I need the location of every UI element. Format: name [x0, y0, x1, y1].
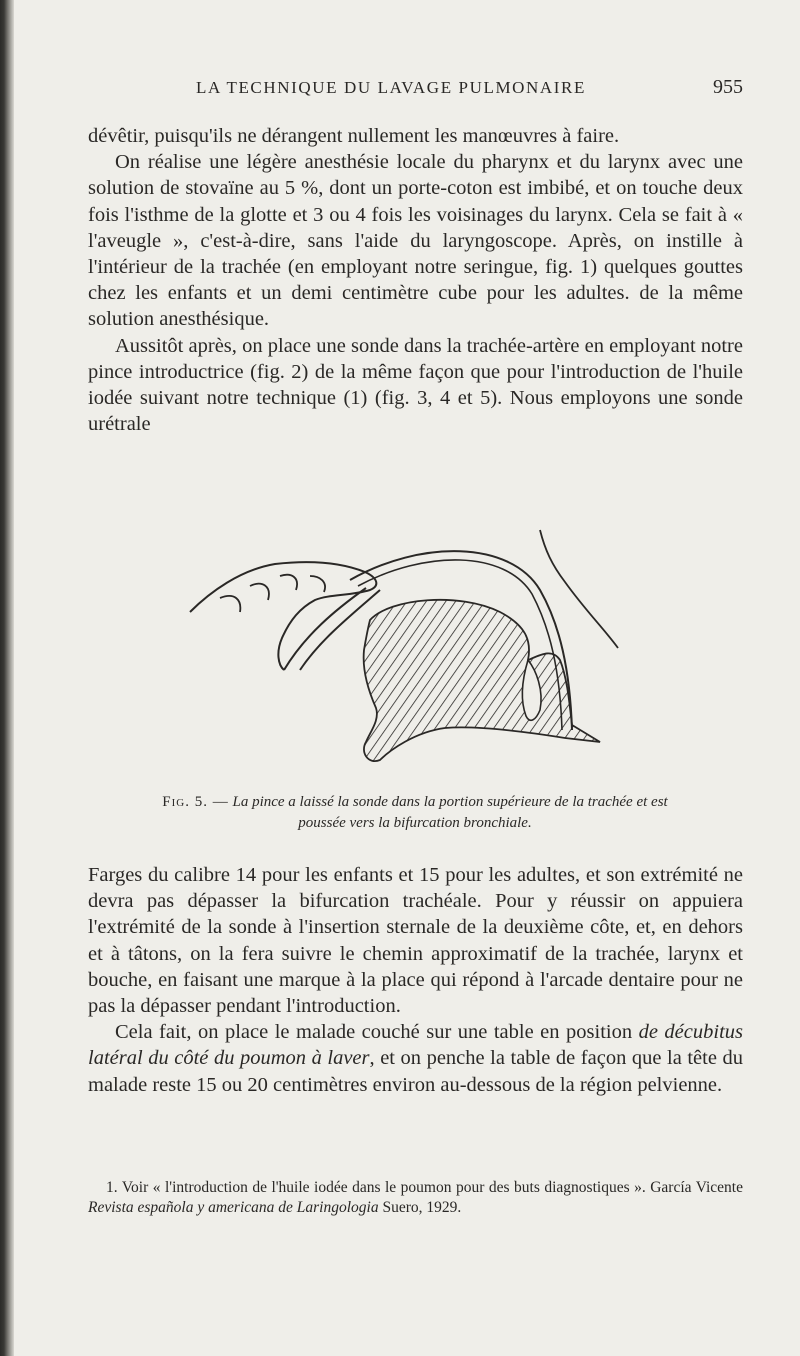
patient-position-italic: de décubitus latéral du côté du poumon à laver [88, 1021, 744, 1070]
figure-caption [155, 792, 675, 834]
running-title: LA TECHNIQUE DU LAVAGE PULMONAIRE [196, 78, 586, 97]
paragraph-patient-position [88, 1019, 743, 1098]
figure-5-illustration [180, 520, 620, 780]
caption-text: La pince a laissé la sonde dans la portion supérieure de la trachée et est poussée vers la bifurcation bronchiale. [232, 794, 668, 831]
caption-label: Fig. 5. — [162, 794, 229, 810]
footnote [88, 1178, 743, 1218]
patient-position-end: , et on penche la table de façon que la tête du malade reste 15 ou 20 centimètres environ au-dessous de la région pelvienne. [88, 1047, 743, 1096]
hand-outline [190, 562, 376, 670]
body-text-top [88, 123, 743, 437]
paragraph-anesthesia: On réalise une légère anesthésie locale du pharynx et du larynx avec une solution de stovaïne au 5 %, dont un porte-coton est imbibé, et on touche deux fois l'isthme de la glotte et 3 ou 4 fois les voisinages du larynx. Cela se fait à « l'aveugle », c'est-à-dire, sans l'aide du laryngoscope. Après, on instille à l'intérieur de la trachée (en employant notre seringue, fig. 1) quelques gouttes chez les enfants et un demi centimètre cube pour les adultes. de la même solution anesthésique. [88, 151, 743, 331]
paragraph-probe-placement: Aussitôt après, on place une sonde dans la trachée-artère en employant notre pince introductrice (fig. 2) de la même façon que pour l'introduction de l'huile iodée suivant notre technique (1) (fig. 3, 4 et 5). Nous employons une sonde urétrale [88, 334, 743, 436]
paragraph-continuation: dévêtir, puisqu'ils ne dérangent nullement les manœuvres à faire. [88, 125, 620, 147]
body-text-bottom [88, 862, 743, 1098]
neck-outline [540, 530, 618, 648]
forceps-arm-2 [284, 588, 366, 670]
page-header [88, 76, 743, 106]
paragraph-probe-caliber: Farges du calibre 14 pour les enfants et 15 pour les adultes, et son extrémité ne devra pas dépasser la bifurcation trachéale. Pour y réussir on appuiera l'extrémité de la sonde à l'insertion sternale de la deuxième côte, et, en dehors et à tâtons, on la fera suivre le chemin approximatif de la trachée, larynx et bouche, en faisant une marque à la place qui répond à l'arcade dentaire pour ne pas la dépasser pendant l'introduction. [88, 864, 743, 1018]
footnote-journal: Revista española y americana de Laringologia [88, 1199, 379, 1216]
footnote-end: Suero, 1929. [378, 1199, 462, 1216]
trachea-section [364, 600, 600, 761]
trachea-forceps-drawing [180, 520, 620, 780]
page-number: 955 [713, 76, 743, 98]
finger-outline [220, 575, 325, 612]
patient-position-start: Cela fait, on place le malade couché sur une table en position [115, 1021, 639, 1044]
footnote-start: 1. Voir « l'introduction de l'huile iodée dans le poumon pour des buts diagnostiques ». García Vicente [106, 1179, 743, 1196]
page-binding-edge [0, 0, 14, 1356]
